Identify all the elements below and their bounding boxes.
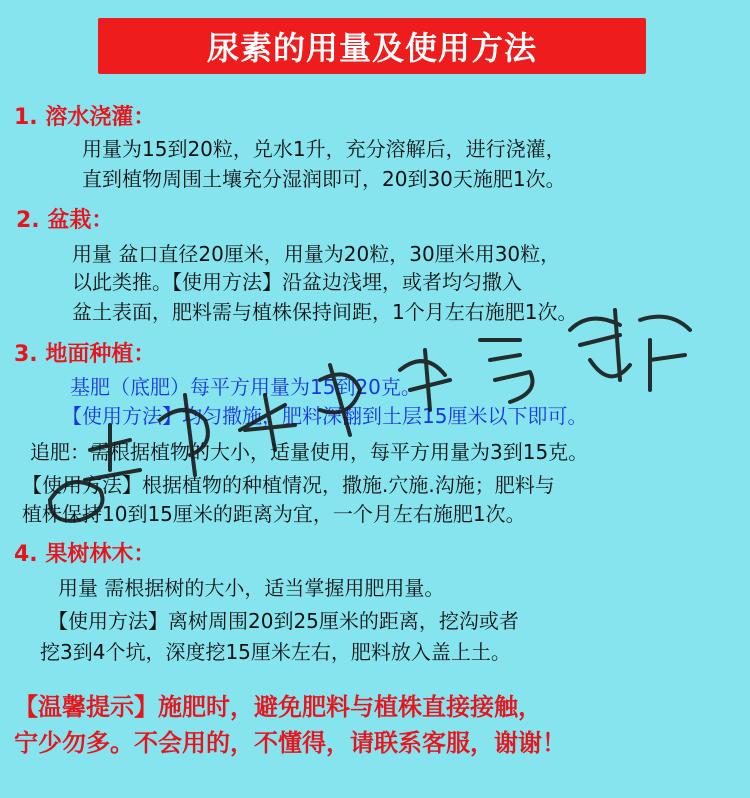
section-2-line-1: 用量 盆口直径20厘米，用量为20粒，30厘米用30粒， xyxy=(72,242,561,266)
section-3-heading: 3. 地面种植： xyxy=(14,342,156,367)
section-2-line-2: 以此类推。【使用方法】沿盆边浅埋，或者均匀撒入 xyxy=(72,270,522,294)
section-3-line-1: 基肥（底肥）每平方用量为15到20克。 xyxy=(70,375,421,399)
section-4-line-2: 【使用方法】离树周围20到25厘米的距离，挖沟或者 xyxy=(48,609,519,633)
section-3-line-3: 追肥：需根据植物的大小，适量使用，每平方用量为3到15克。 xyxy=(30,440,589,464)
section-2-line-3: 盆土表面，肥料需与植株保持间距，1个月左右施肥1次。 xyxy=(72,300,578,324)
section-3-line-5: 植株保持10到15厘米的距离为宜，一个月左右施肥1次。 xyxy=(22,502,526,526)
section-1-heading: 1. 溶水浇灌： xyxy=(14,105,156,130)
section-3-line-2: 【使用方法】均匀撒施，肥料深翻到土层15厘米以下即可。 xyxy=(62,404,588,428)
page-title: 尿素的用量及使用方法 xyxy=(206,29,537,67)
section-1-line-1: 用量为15到20粒，兑水1升，充分溶解后，进行浇灌， xyxy=(82,137,566,161)
tip-line-2: 宁少勿多。不会用的，不懂得，请联系客服，谢谢！ xyxy=(14,729,566,757)
section-2-heading: 2. 盆栽： xyxy=(16,208,114,233)
title-banner xyxy=(98,18,646,74)
section-1-line-2: 直到植物周围土壤充分湿润即可，20到30天施肥1次。 xyxy=(82,167,566,191)
section-4-line-3: 挖3到4个坑，深度挖15厘米左右，肥料放入盖上土。 xyxy=(40,640,511,664)
section-4-line-1: 用量 需根据树的大小，适当掌握用肥用量。 xyxy=(58,576,445,600)
tip-line-1: 【温馨提示】施肥时，避免肥料与植株直接接触， xyxy=(14,693,542,721)
section-3-line-4: 【使用方法】根据植物的种植情况，撒施.穴施.沟施；肥料与 xyxy=(22,473,555,497)
section-4-heading: 4. 果树林木： xyxy=(14,542,156,567)
